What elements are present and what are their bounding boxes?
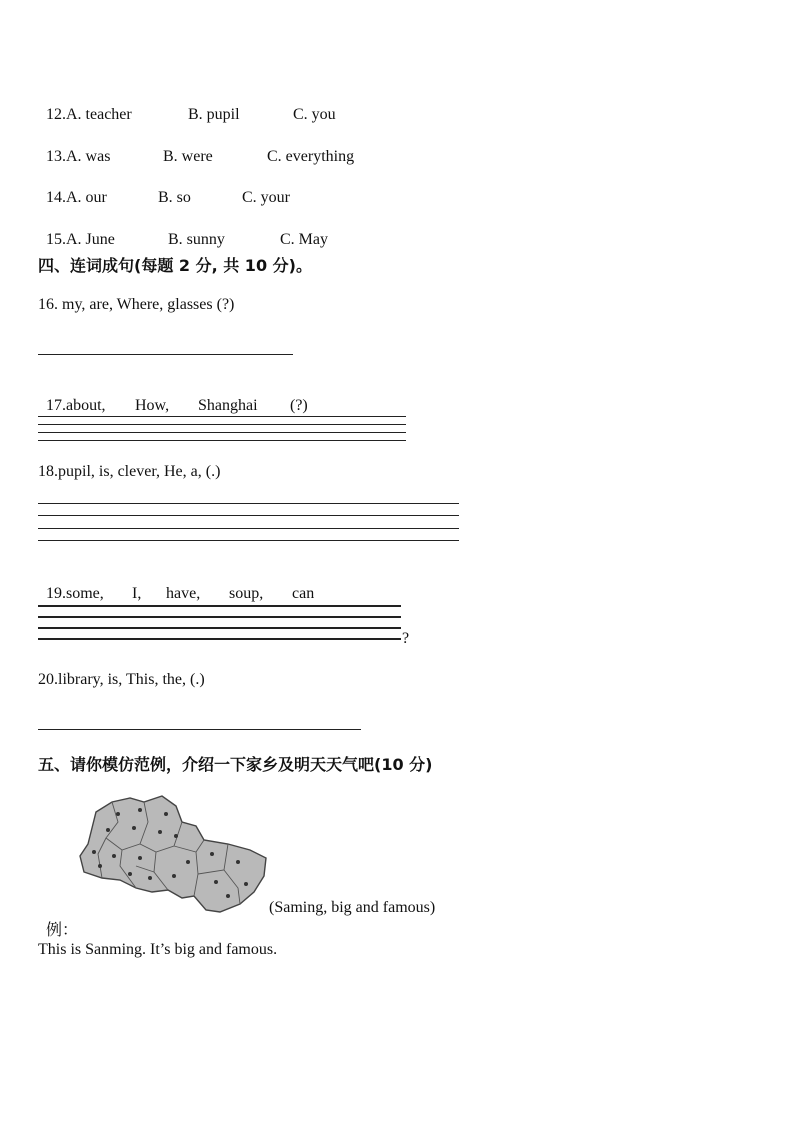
word: soup,: [229, 585, 264, 602]
question-number: 15.: [46, 231, 66, 248]
option-a: A. our: [66, 189, 107, 206]
answer-line: [38, 616, 401, 618]
option-c: C. everything: [267, 148, 355, 165]
option-c: C. your: [242, 189, 290, 206]
example-label: [38, 899, 78, 940]
option-c: C. you: [293, 106, 336, 123]
question-19: [38, 567, 314, 603]
question-13: [38, 130, 354, 166]
question-20: 20.library, is, This, the, (.): [38, 671, 205, 688]
option-b: B. so: [158, 189, 191, 206]
example-hint: (Saming, big and famous): [269, 899, 436, 916]
answer-line: [38, 432, 406, 433]
example-prefix: 例：: [46, 920, 79, 939]
section-5-heading: 五、请你模仿范例，介绍一下家乡及明天天气吧(10 分): [38, 755, 433, 774]
word: some,: [66, 585, 104, 602]
option-b: B. pupil: [188, 106, 240, 123]
question-mark: ?: [402, 630, 410, 647]
answer-line: [38, 605, 401, 607]
option-a: A. teacher: [66, 106, 132, 123]
answer-line: [38, 416, 406, 417]
question-14: [38, 171, 290, 207]
question-12: [38, 88, 336, 124]
answer-line: [38, 440, 406, 441]
question-16: 16. my, are, Where, glasses (?): [38, 296, 235, 313]
word: (?): [290, 397, 308, 414]
word: How,: [135, 397, 170, 414]
word: about,: [66, 397, 106, 414]
answer-line: [38, 540, 459, 541]
answer-line: [38, 638, 401, 640]
question-number: 19.: [46, 585, 66, 602]
word: Shanghai: [198, 397, 258, 414]
question-number: 13.: [46, 148, 66, 165]
question-number: 12.: [46, 106, 66, 123]
question-number: 17.: [46, 397, 66, 414]
word: can: [292, 585, 315, 602]
section-4-heading: 四、连词成句(每题 2 分, 共 10 分)。: [38, 256, 312, 275]
word: I,: [132, 585, 142, 602]
question-17: [38, 379, 308, 415]
option-c: C. May: [280, 231, 328, 248]
word: have,: [166, 585, 201, 602]
question-18: 18.pupil, is, clever, He, a, (.): [38, 463, 221, 480]
option-b: B. were: [163, 148, 213, 165]
answer-line: [38, 729, 361, 730]
answer-line: [38, 627, 401, 629]
answer-line: [38, 424, 406, 425]
question-number: 14.: [46, 189, 66, 206]
answer-line: [38, 515, 459, 516]
question-15: [38, 213, 328, 249]
example-sentence: This is Sanming. It’s big and famous.: [38, 941, 278, 958]
answer-line: [38, 528, 459, 529]
answer-line: [38, 354, 293, 355]
option-b: B. sunny: [168, 231, 225, 248]
sanming-map-image: [78, 792, 270, 916]
option-a: A. was: [66, 148, 111, 165]
answer-line: [38, 503, 459, 504]
option-a: A. June: [66, 231, 115, 248]
